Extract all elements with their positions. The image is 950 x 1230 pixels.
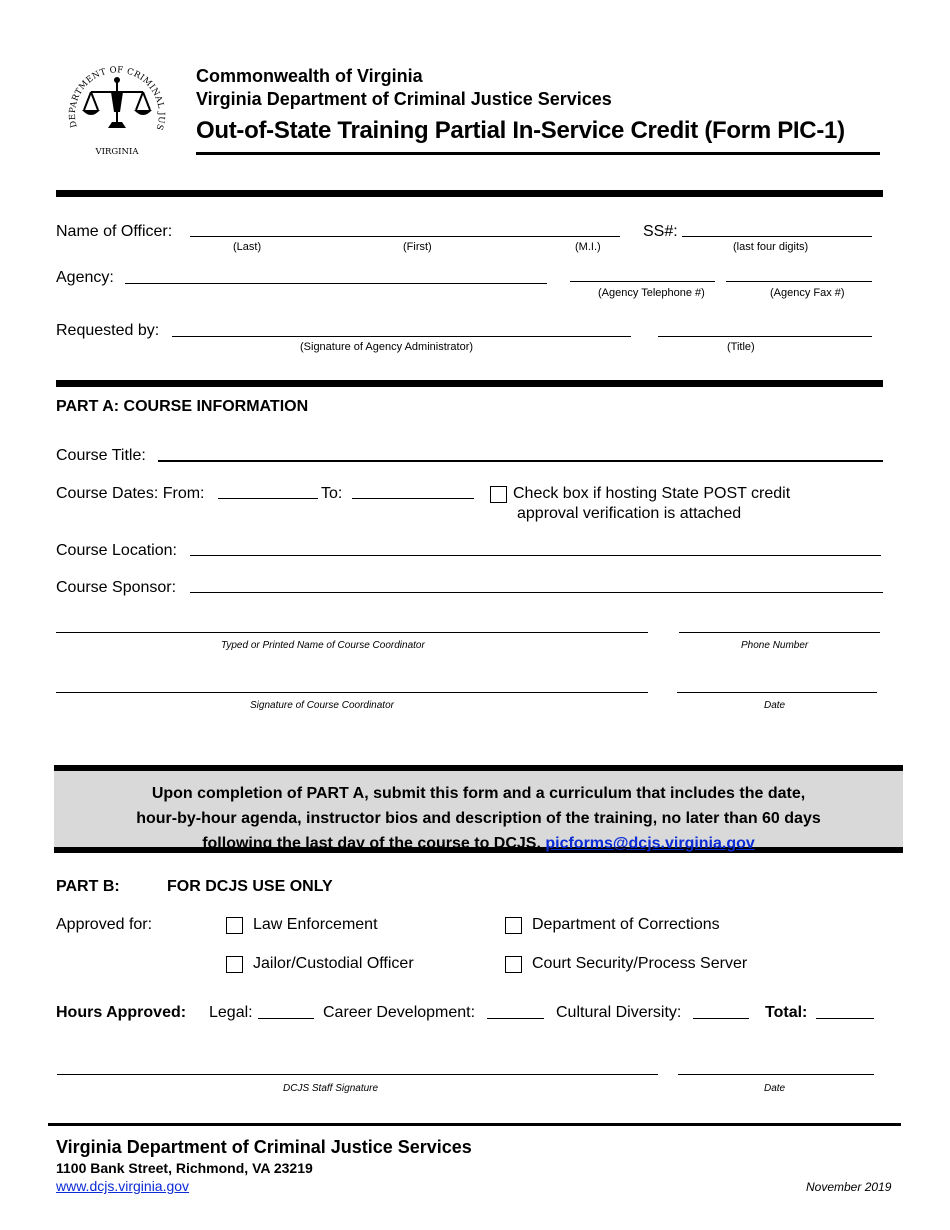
last-name-caption: (Last): [233, 241, 262, 253]
notice-line3: [54, 831, 903, 856]
corrections-checkbox[interactable]: [505, 917, 522, 934]
notice-line1: Upon completion of PART A, submit this form and a curriculum that includes the date,: [151, 785, 806, 802]
ssn-input[interactable]: [682, 236, 872, 237]
cultural-hours-label: Cultural Diversity:: [556, 1004, 682, 1021]
part-b-subheading: FOR DCJS USE ONLY: [167, 878, 333, 895]
notice-line3-text: following the last day of the course to DCJS,: [202, 835, 546, 852]
hours-approved-label: Hours Approved:: [56, 1004, 187, 1021]
agency-label: Agency:: [56, 269, 114, 286]
jailor-label: Jailor/Custodial Officer: [253, 955, 414, 972]
part-b-heading: PART B:: [56, 878, 120, 895]
dcjs-seal-logo: [58, 52, 176, 160]
admin-signature-caption: (Signature of Agency Administrator): [300, 341, 474, 353]
part-a-heading: PART A: COURSE INFORMATION: [56, 398, 309, 415]
section-divider-top: [56, 190, 883, 197]
staff-signature-caption: DCJS Staff Signature: [283, 1083, 379, 1094]
court-security-checkbox[interactable]: [505, 956, 522, 973]
course-title-label: Course Title:: [56, 447, 146, 464]
course-location-input[interactable]: [190, 555, 881, 556]
seal-ring-text: DEPARTMENT OF CRIMINAL JUS: [67, 65, 167, 132]
footer-revision-date: November 2019: [806, 1180, 892, 1194]
admin-title-input[interactable]: [658, 336, 872, 337]
agency-input[interactable]: [125, 283, 547, 284]
course-title-input[interactable]: [158, 460, 883, 462]
section-divider-part-a: [56, 380, 883, 387]
agency-telephone-input[interactable]: [570, 281, 715, 282]
requested-by-input[interactable]: [172, 336, 631, 337]
header-line2: Virginia Department of Criminal Justice Services: [196, 89, 612, 109]
staff-signature-input[interactable]: [57, 1074, 658, 1075]
coordinator-phone-caption: Phone Number: [741, 640, 809, 651]
course-date-from-input[interactable]: [218, 498, 318, 499]
post-credit-checkbox[interactable]: [490, 486, 507, 503]
submission-notice: [54, 765, 903, 853]
total-hours-label: Total:: [765, 1004, 808, 1021]
seal-ring-bottom-text: VIRGINIA: [95, 147, 139, 157]
notice-email-link[interactable]: picforms@dcjs.virginia.gov: [545, 835, 755, 852]
course-date-to-input[interactable]: [352, 498, 474, 499]
court-security-label: Court Security/Process Server: [532, 955, 748, 972]
course-location-label: Course Location:: [56, 542, 177, 559]
jailor-checkbox[interactable]: [226, 956, 243, 973]
staff-date-caption: Date: [764, 1083, 786, 1094]
career-hours-label: Career Development:: [323, 1004, 476, 1021]
ssn-caption: (last four digits): [733, 241, 809, 253]
course-dates-from-label: Course Dates: From:: [56, 485, 205, 502]
coordinator-date-input[interactable]: [677, 692, 877, 693]
coordinator-name-input[interactable]: [56, 632, 648, 633]
agency-fax-input[interactable]: [726, 281, 872, 282]
agency-telephone-caption: (Agency Telephone #): [598, 287, 705, 299]
coordinator-signature-caption: Signature of Course Coordinator: [250, 700, 394, 711]
admin-title-caption: (Title): [727, 341, 755, 353]
post-checkbox-label-line2: approval verification is attached: [517, 505, 742, 522]
staff-date-input[interactable]: [678, 1074, 874, 1075]
coordinator-phone-input[interactable]: [679, 632, 880, 633]
header-line1: Commonwealth of Virginia: [196, 66, 423, 86]
law-enforcement-label: Law Enforcement: [253, 916, 378, 933]
legal-hours-input[interactable]: [258, 1018, 314, 1019]
course-sponsor-label: Course Sponsor:: [56, 579, 177, 596]
ssn-label: SS#:: [643, 223, 678, 240]
coordinator-name-caption: Typed or Printed Name of Course Coordinator: [221, 640, 425, 651]
middle-initial-caption: (M.I.): [575, 241, 601, 253]
footer-divider: [48, 1123, 901, 1126]
course-dates-to-label: To:: [321, 485, 343, 502]
footer-address: 1100 Bank Street, Richmond, VA 23219: [56, 1160, 313, 1176]
course-sponsor-input[interactable]: [190, 592, 883, 593]
requested-by-label: Requested by:: [56, 322, 160, 339]
officer-name-label: Name of Officer:: [56, 223, 173, 240]
footer-org: Virginia Department of Criminal Justice Services: [56, 1137, 472, 1157]
legal-hours-label: Legal:: [209, 1004, 253, 1021]
corrections-label: Department of Corrections: [532, 916, 720, 933]
coordinator-signature-input[interactable]: [56, 692, 648, 693]
officer-name-input[interactable]: [190, 236, 620, 237]
post-checkbox-label-line1: Check box if hosting State POST credit: [513, 485, 791, 502]
form-title: Out-of-State Training Partial In-Service Credit (Form PIC-1): [196, 117, 845, 144]
career-hours-input[interactable]: [487, 1018, 544, 1019]
law-enforcement-checkbox[interactable]: [226, 917, 243, 934]
total-hours-input[interactable]: [816, 1018, 874, 1019]
coordinator-date-caption: Date: [764, 700, 786, 711]
first-name-caption: (First): [403, 241, 432, 253]
approved-for-label: Approved for:: [56, 916, 153, 933]
agency-fax-caption: (Agency Fax #): [770, 287, 845, 299]
cultural-hours-input[interactable]: [693, 1018, 749, 1019]
title-underline: [196, 152, 880, 155]
footer-website-link[interactable]: www.dcjs.virginia.gov: [56, 1178, 190, 1194]
notice-line2: hour-by-hour agenda, instructor bios and description of the training, no later than 60 days: [136, 810, 821, 827]
